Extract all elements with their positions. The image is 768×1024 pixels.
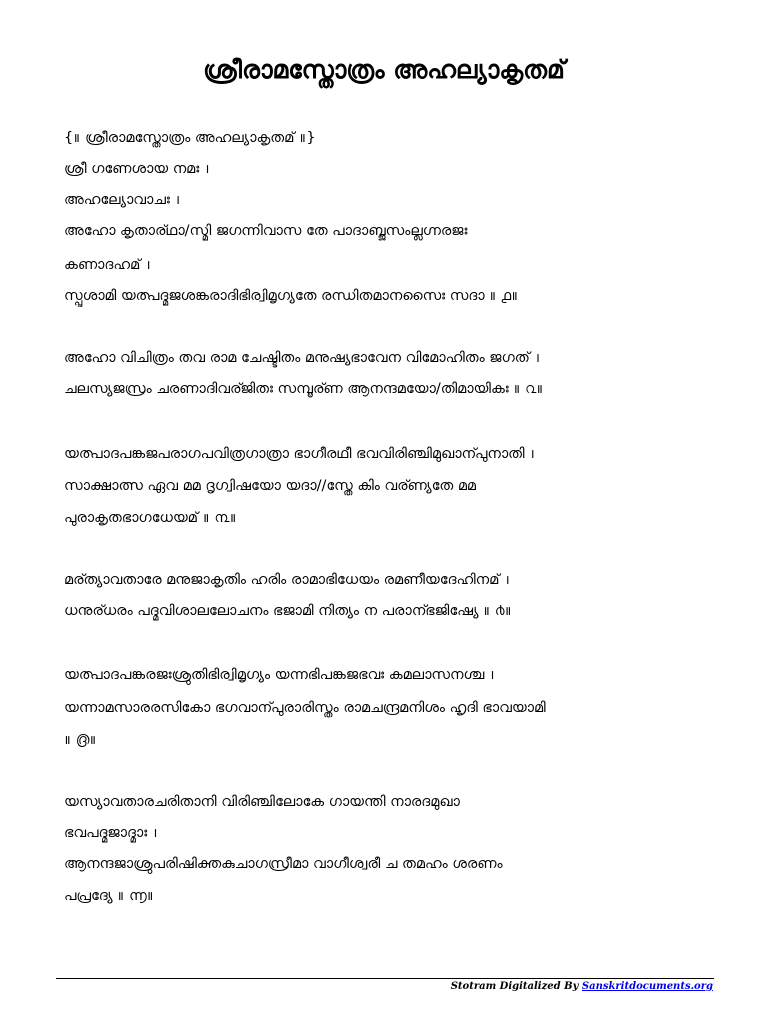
page-title: ശ്രീരാമസ്തോത്രം അഹല്യാകൃതമ് [203,55,565,84]
text-line: കണാദഹമ് । [64,257,153,273]
text-line: ചലസ്യജസ്രം ചരണാദിവര്ജിതഃ സമ്പൂര്ണ ആനന്ദമയോ/തിമായികഃ ॥ ൨॥ [64,381,544,397]
text-line: ശ്രീ ഗണേശായ നമഃ । [64,161,212,177]
text-line: മര്ത്യാവതാരേ മനുജാകൃതിം ഹരിം രാമാഭിധേയം രമണീയദേഹിനമ് । [64,572,512,588]
footer-link[interactable]: Sanskritdocuments.org [581,981,713,992]
footer-credit-text: Stotram Digitalized By [450,981,582,992]
text-line: യത്പാദപങ്കരജഃശ്രുതിഭിര്വിമൃഗ്യം യന്നഭിപങ്കജഭവഃ കമലാസനശ്ച । [64,667,497,683]
text-line: യന്നാമസാരരസികോ ഭഗവാന്പുരാരിസ്തം രാമചന്ദ്രമനിശം ഹൃദി ഭാവയാമി [64,700,546,716]
text-line: യത്പാദപങ്കജപരാഗപവിത്രഗാത്രാ ഭാഗീരഥീ ഭവവിരിഞ്ചിമുഖാന്പുനാതി । [64,446,537,462]
text-line: അഹോ വിചിത്രം തവ രാമ ചേഷ്ടിതം മനുഷ്യഭാവേന വിമോഹിതം ജഗത് । [64,350,542,366]
text-line: ഭവപദ്മജാദ്മാഃ । [64,825,160,841]
text-line: {॥ ശ്രീരാമസ്തോത്രം അഹല്യാകൃതമ് ॥} [64,130,316,146]
text-line: പുരാകൃതഭാഗധേയമ് ॥ ൩॥ [64,510,237,526]
text-line: സ്പൃശാമി യത്പദ്മജശങ്കരാദിഭിര്വിമൃഗ്യതേ രന്ധിതമാനസൈഃ സദാ ॥ ൧॥ [64,288,519,304]
text-line: സാക്ഷാത്സ ഏവ മമ ദൃഗ്വിഷയോ യദാ//സ്തേ കിം വര്ണ്യതേ മമ [64,478,477,494]
text-line: ആനന്ദജാശ്രുപരിഷിക്തകുചാഗസ്രീമാ വാഗീശ്വരീ ച തമഹം ശരണം [64,856,503,872]
footer-divider [56,978,714,979]
text-line: ॥ ൫॥ [64,732,97,748]
text-line: അഹോ കൃതാര്ഥാ/സ്മി ജഗന്നിവാസ തേ പാദാബ്ജസംല്ലഗ്നരജഃ [64,223,468,239]
footer-credit [451,980,713,994]
text-line: അഹല്യോവാചഃ । [64,192,182,208]
text-line: ധനുര്ധരം പദ്മവിശാലലോചനം ഭജാമി നിത്യം ന പരാന്ഭജിഷ്യേ ॥ ൪॥ [64,603,512,619]
text-line: യസ്യാവതാരചരിതാനി വിരിഞ്ചിലോകേ ഗായന്തി നാരദമുഖാ [64,794,460,810]
text-line: പപ്രദ്യേ ॥ ൬॥ [64,888,154,904]
